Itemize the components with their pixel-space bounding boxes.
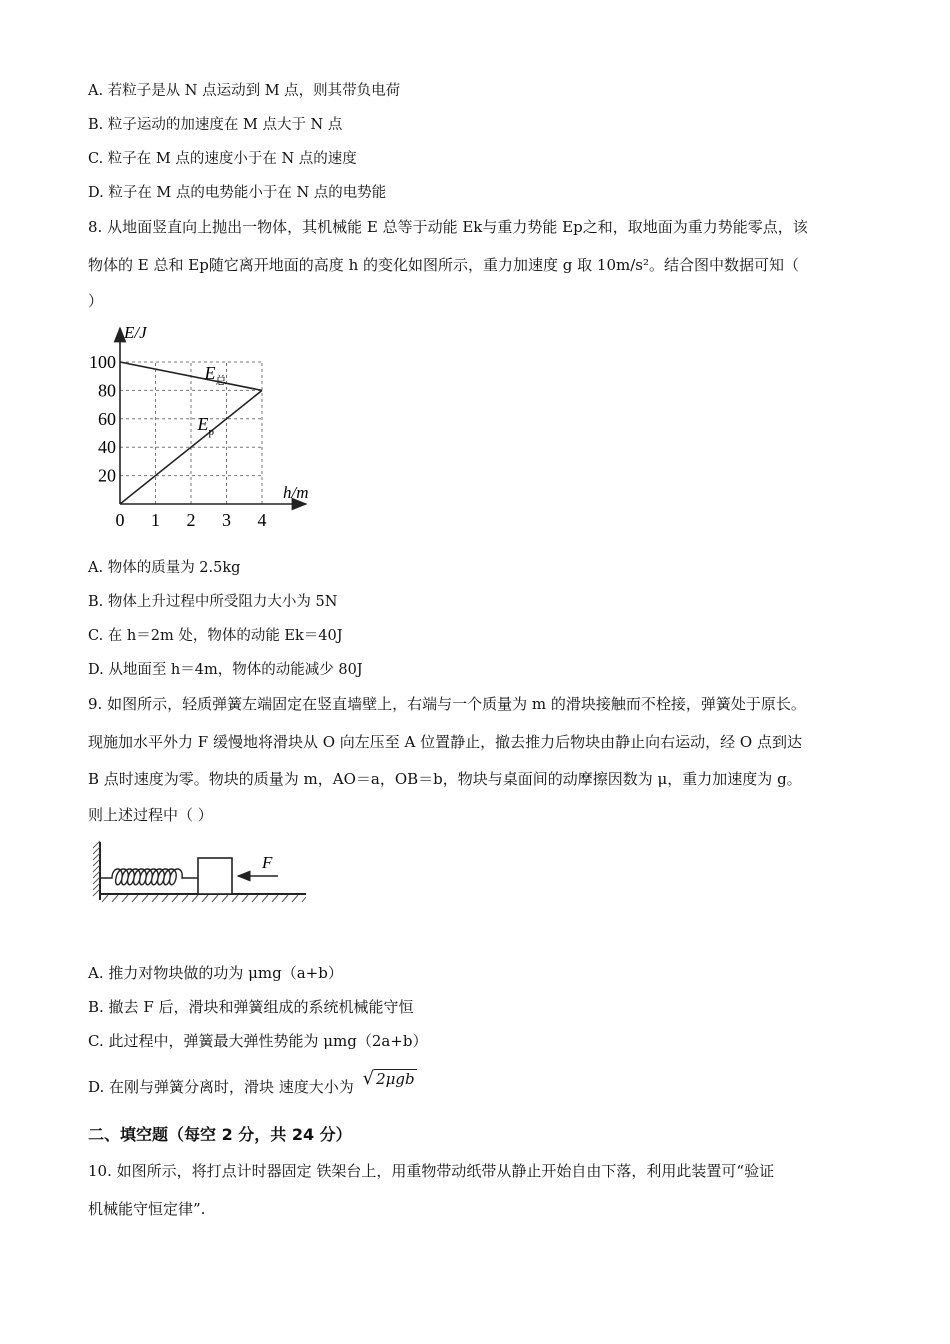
q7-option-b: B. 粒子运动的加速度在 M 点大于 N 点 — [88, 117, 343, 133]
y-tick-label: 80 — [98, 380, 116, 401]
force-label: F — [262, 853, 273, 872]
q7-option-a: A. 若粒子是从 N 点运动到 M 点，则其带负电荷 — [88, 83, 401, 99]
x-tick-label: 1 — [151, 510, 160, 530]
q9-option-a: A. 推力对物块做的功为 μmg（a+b） — [88, 964, 343, 982]
chart-grid — [120, 362, 262, 504]
x-tick-label: 2 — [186, 510, 196, 530]
q8-stem-line1: 8. 从地面竖直向上抛出一物体，其机械能 E 总等于动能 Ek与重力势能 Ep之和，取地面为重力势能零点，该 — [88, 218, 808, 236]
q8-option-c: C. 在 h＝2m 处，物体的动能 Ek＝40J — [88, 628, 343, 644]
q9-option-d — [88, 1068, 417, 1098]
q9-stem-line3: B 点时速度为零。物块的质量为 m，AO＝a，OB＝b，物块与桌面间的动摩擦因数为 μ，重力加速度为 g。 — [88, 770, 802, 788]
x-axis-label: h/m — [283, 483, 309, 502]
q8-stem-line2: 物体的 E 总和 Ep随它离开地面的高度 h 的变化如图所示，重力加速度 g 取 10m/s²。结合图中数据可知（ — [88, 256, 799, 274]
q8-option-d: D. 从地面至 h＝4m，物体的动能减少 80J — [88, 662, 363, 678]
q10-stem-line1: 10. 如图所示，将打点计时器固定 铁架台上，用重物带动纸带从静止开始自由下落，利用此装置可“验证 — [88, 1162, 775, 1180]
q7-option-c: C. 粒子在 M 点的速度小于在 N 点的速度 — [88, 151, 357, 167]
y-axis-label: E/J — [124, 323, 147, 342]
q10-stem-line2: 机械能守恒定律”. — [88, 1200, 206, 1218]
y-tick-label: 40 — [98, 437, 116, 458]
section-2-title: 二、填空题（每空 2 分，共 24 分） — [88, 1125, 352, 1144]
sqrt-formula: √ 2μgb — [362, 1068, 415, 1089]
q9-stem-line2: 现施加水平外力 F 缓慢地将滑块从 O 向左压至 A 位置静止，撤去推力后物块由静止向右运动，经 O 点到达 — [88, 733, 802, 751]
y-tick-label: 20 — [98, 465, 116, 486]
x-tick-label: 0 — [115, 510, 125, 530]
series-line-0 — [120, 362, 262, 390]
spring — [100, 869, 198, 885]
q7-option-d: D. 粒子在 M 点的电势能小于在 N 点的电势能 — [88, 185, 387, 201]
y-tick-label: 100 — [89, 352, 116, 372]
wall-hatch — [93, 841, 100, 896]
y-tick-label: 60 — [98, 408, 116, 429]
x-tick-label: 3 — [222, 510, 231, 530]
q8-stem-line3: ） — [88, 292, 104, 310]
x-tick-label: 4 — [257, 510, 267, 530]
block — [198, 858, 232, 894]
floor-hatch — [102, 895, 306, 902]
series-label-0: $E_总$ — [204, 363, 227, 388]
q8-option-a: A. 物体的质量为 2.5kg — [88, 560, 241, 576]
energy-height-chart — [80, 318, 330, 530]
q9-stem-line4: 则上述过程中（ ） — [88, 806, 213, 824]
q9-stem-line1: 9. 如图所示，轻质弹簧左端固定在竖直墙壁上，右端与一个质量为 m 的滑块接触而不栓接，弹簧处于原长。 — [88, 695, 806, 713]
spring-block-figure — [92, 838, 312, 908]
q9-option-d-text: D. 在刚与弹簧分离时，滑块 速度大小为 — [88, 1078, 354, 1096]
q9-option-b: B. 撤去 F 后，滑块和弹簧组成的系统机械能守恒 — [88, 998, 414, 1016]
series-label-1: $E_p$ — [197, 414, 214, 439]
q8-option-b: B. 物体上升过程中所受阻力大小为 5N — [88, 594, 338, 610]
sqrt-radicand: 2μgb — [376, 1070, 415, 1088]
q9-option-c: C. 此过程中，弹簧最大弹性势能为 μmg（2a+b） — [88, 1032, 428, 1050]
